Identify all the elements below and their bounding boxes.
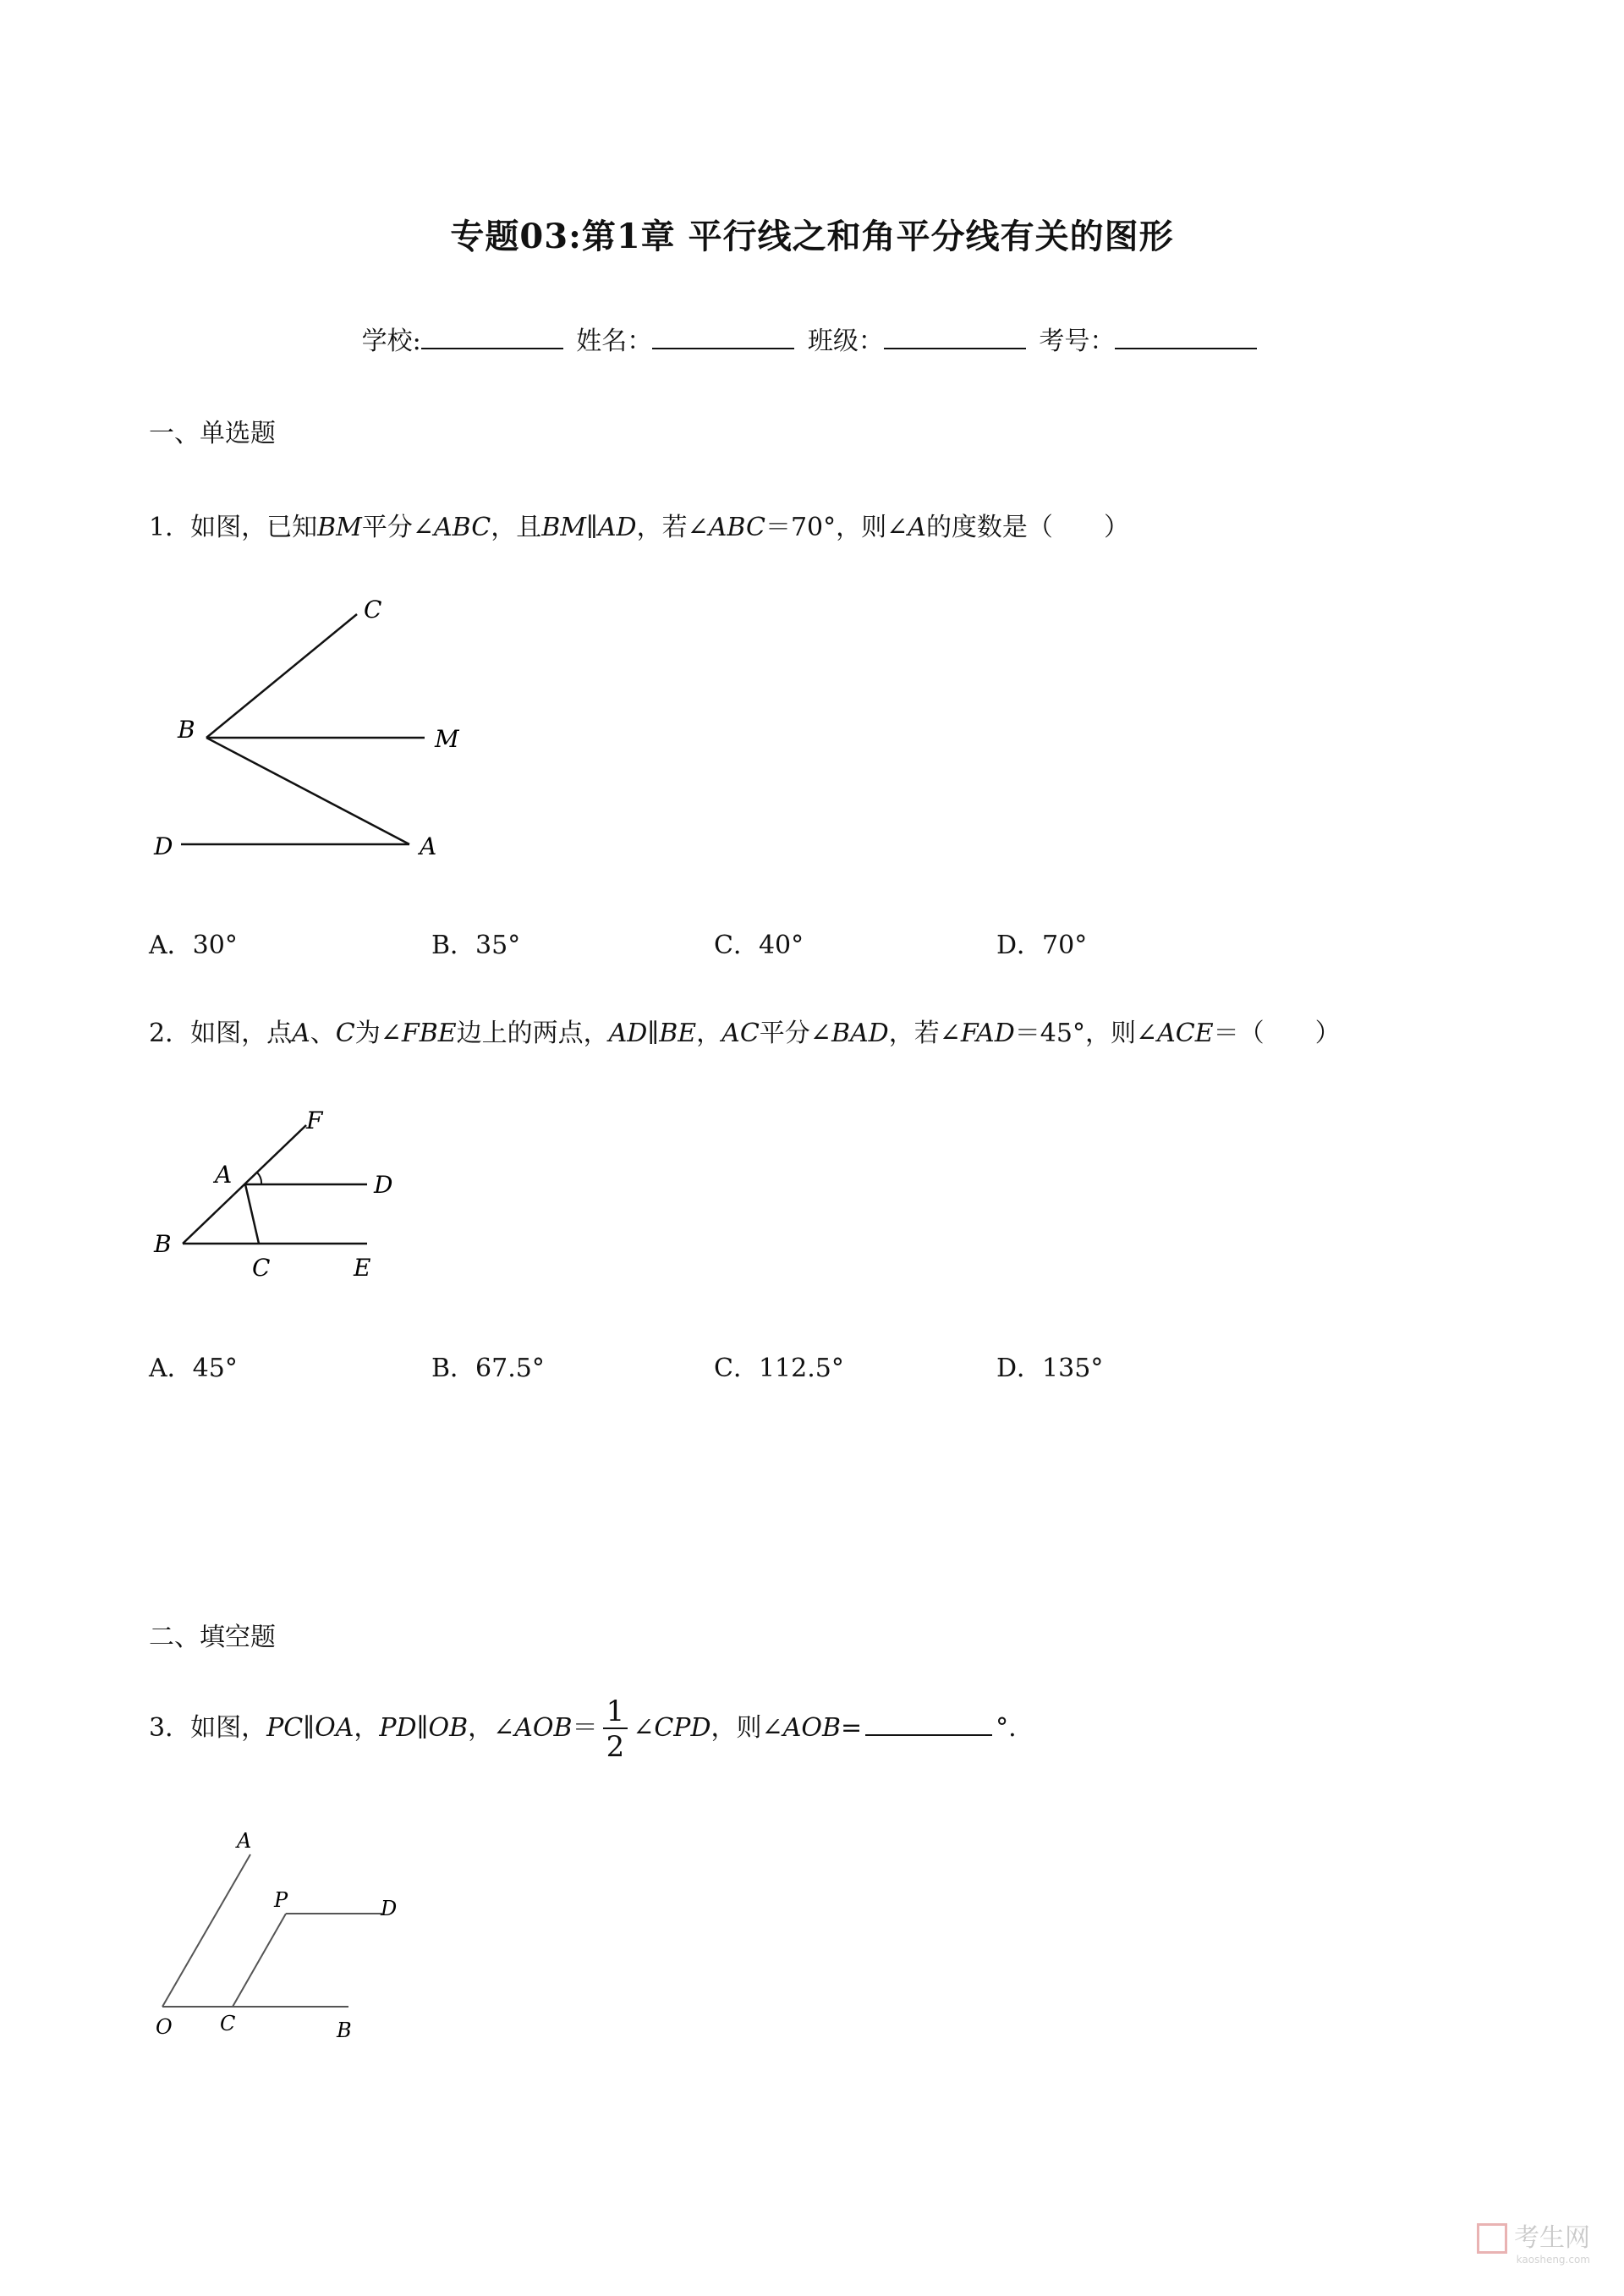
q3-fraction: $\frac{1}{2}$	[603, 1697, 628, 1761]
q1-label-m: M	[435, 725, 459, 753]
q2-option-d[interactable]: D．135°	[996, 1354, 1104, 1383]
question-2: 2．如图，点A、C为∠FBE边上的两点，AD∥BE，AC平分∠BAD，若∠FAD＝45°，则∠ACE＝（ ）	[149, 1019, 1341, 1048]
q3-segment-cp	[233, 1914, 286, 2007]
school-blank[interactable]	[421, 322, 563, 349]
school-label: 学校:	[361, 327, 421, 356]
q2-option-a[interactable]: A．45°	[149, 1354, 238, 1383]
q2-label-b: B	[154, 1230, 172, 1258]
q1-option-b[interactable]: B．35°	[431, 931, 521, 960]
section-single-choice: 一、单选题	[149, 419, 276, 448]
exam-no-label: 考号：	[1039, 327, 1116, 356]
q1-ray-bc	[206, 614, 357, 738]
q2-label-e: E	[354, 1254, 371, 1282]
q2-label-c: C	[252, 1254, 271, 1282]
q1-label-b: B	[178, 716, 195, 744]
q3-figure	[144, 1819, 414, 2039]
q2-angle-arc	[257, 1173, 261, 1184]
q2-label-f: F	[306, 1107, 323, 1134]
q3-answer-blank[interactable]	[865, 1709, 992, 1736]
q2-option-b[interactable]: B．67.5°	[431, 1354, 545, 1383]
watermark: 考生网 kaosheng.com	[1477, 2216, 1590, 2266]
exam-no-blank[interactable]	[1115, 322, 1257, 349]
watermark-logo-icon	[1477, 2223, 1507, 2254]
q3-label-o: O	[156, 2015, 173, 2039]
name-label: 姓名：	[576, 327, 653, 356]
q3-label-a: A	[237, 1829, 252, 1853]
q3-label-c: C	[220, 2012, 236, 2035]
class-label: 班级：	[807, 327, 884, 356]
q2-label-d: D	[374, 1171, 393, 1199]
q3-ray-oa	[162, 1854, 250, 2007]
name-blank[interactable]	[652, 322, 794, 349]
q3-label-d: D	[381, 1897, 398, 1920]
class-blank[interactable]	[884, 322, 1026, 349]
q1-option-d[interactable]: D．70°	[996, 931, 1088, 960]
section-fill-blank: 二、填空题	[149, 1623, 276, 1652]
page-title: 专题03:第1章 平行线之和角平分线有关的图形	[450, 217, 1174, 256]
question-1: 1．如图，已知BM平分∠ABC，且BM∥AD，若∠ABC＝70°，则∠A的度数是（ ）	[149, 513, 1129, 542]
q1-option-a[interactable]: A．30°	[149, 931, 238, 960]
q1-figure	[144, 592, 482, 871]
question-3: 3．如图，PC∥OA，PD∥OB，∠AOB＝ $\frac{1}{2}$ ∠CPD，则∠AOB= °.	[149, 1695, 1017, 1764]
student-info-row	[0, 320, 1624, 357]
q2-segment-ac	[245, 1184, 259, 1244]
q3-label-p: P	[274, 1888, 288, 1912]
q1-segment-ba	[206, 738, 409, 844]
q2-figure	[144, 1100, 423, 1294]
q2-label-a: A	[215, 1161, 233, 1189]
q1-label-c: C	[364, 596, 382, 623]
q1-option-c[interactable]: C．40°	[714, 931, 804, 960]
q1-label-a: A	[420, 832, 437, 860]
q3-label-b: B	[337, 2019, 352, 2039]
q1-label-d: D	[154, 832, 173, 860]
q2-option-c[interactable]: C．112.5°	[714, 1354, 844, 1383]
